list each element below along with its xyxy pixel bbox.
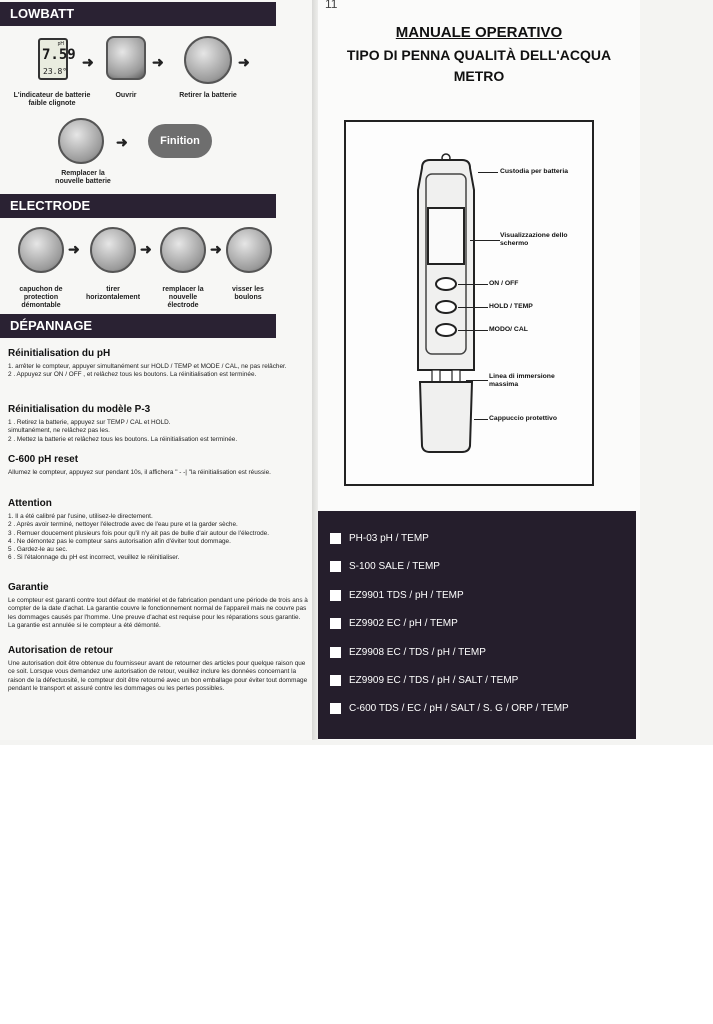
leader-line: [478, 172, 498, 173]
arrow-right-icon: ➜: [82, 54, 94, 70]
arrow-right-icon: ➜: [140, 241, 152, 257]
section-title-return: Autorisation de retour: [8, 645, 114, 656]
label-display: Visualizzazione dello schermo: [500, 232, 568, 247]
open-meter-icon: [106, 36, 146, 80]
electrode-header: ELECTRODE: [0, 194, 276, 218]
electrode-cap-icon: [18, 227, 64, 273]
checkbox-icon: [330, 561, 341, 572]
lowbatt-header: LOWBATT: [0, 2, 276, 26]
label-battery-case: Custodia per batteria: [500, 168, 568, 175]
electrode-step-screw-label: visser les boulons: [232, 286, 264, 301]
leader-line: [458, 284, 488, 285]
step-replace-label: Remplacer la nouvelle batterie: [55, 170, 111, 185]
checkbox-icon: [330, 590, 341, 601]
lcd-temperature: 23.8°: [43, 67, 68, 76]
label-mode-cal: MODO/ CAL: [489, 326, 528, 333]
screw-bolts-icon: [226, 227, 272, 273]
manual-subtitle-line2: METRO: [453, 68, 505, 84]
arrow-right-icon: ➜: [116, 134, 128, 150]
checkbox-icon: [330, 703, 341, 714]
manual-title: MANUALE OPERATIVO: [395, 24, 563, 41]
manual-subtitle-line1: TIPO DI PENNA QUALITÀ DELL'ACQUA: [346, 47, 612, 63]
pull-electrode-icon: [90, 227, 136, 273]
leader-line: [458, 330, 488, 331]
leader-line: [458, 307, 488, 308]
section-body-ph-reset: 1. arrêter le compteur, appuyer simultanément sur HOLD / TEMP et MODE / CAL, ne pas relâcher. 2 . Appuyez sur ON / OFF , et relâchez tous les boutons. La réinitialisation est terminée.: [8, 363, 287, 379]
replace-electrode-icon: [160, 227, 206, 273]
leader-line: [470, 240, 500, 241]
step-open-label: Ouvrir: [115, 92, 137, 99]
label-hold-temp: HOLD / TEMP: [489, 303, 533, 310]
section-title-warranty: Garantie: [8, 582, 49, 593]
section-title-ph-reset: Réinitialisation du pH: [8, 348, 111, 359]
finish-badge: Finition: [148, 124, 212, 158]
electrode-step-pull-label: tirer horizontalement: [85, 286, 141, 301]
electrode-step-cap-label: capuchon de protection démontable: [19, 286, 63, 309]
section-body-attention: 1. Il a été calibré par l'usine, utilisez-le directement. 2 . Après avoir terminé, nettoyer l'électrode avec de l'eau pure et la garder sèche. 3 . Remuer doucement plusieurs fois pour qu'il n'y ait pas de bulle d'air autour de l'électrode. 4 . Ne démontez pas le compteur sans autorisation afin d'éviter tout dommage. 5 . Gardez-le au sec. 6 . Si l'étalonnage du pH est incorrect, veuillez le réinitialiser.: [8, 513, 270, 562]
arrow-right-icon: ➜: [210, 241, 222, 257]
label-immersion-line: Linea di immersione massima: [489, 373, 555, 388]
new-battery-icon: [58, 118, 104, 164]
section-title-p3-reset: Réinitialisation du modèle P-3: [8, 404, 151, 415]
lcd-display-icon: [38, 38, 76, 80]
arrow-right-icon: ➜: [68, 241, 80, 257]
label-protective-cap: Cappuccio protettivo: [489, 415, 557, 422]
remove-battery-icon: [184, 36, 232, 84]
section-title-c600-reset: C-600 pH reset: [8, 454, 79, 465]
leader-line: [474, 419, 488, 420]
checkbox-icon: [330, 618, 341, 629]
checkbox-icon: [330, 647, 341, 658]
section-body-p3-reset: 1 . Retirez la batterie, appuyez sur TEMP / CAL et HOLD. simultanément, ne relâchez pas les. 2 . Mettez la batterie et relâchez tous les boutons. La réinitialisation est terminée.: [8, 419, 238, 443]
label-on-off: ON / OFF: [489, 280, 519, 287]
arrow-right-icon: ➜: [238, 54, 250, 70]
page-number: 11: [325, 0, 338, 11]
section-body-return: Une autorisation doit être obtenue du fournisseur avant de retourner des articles pour quelque raison que ce soit. Lorsque vous demandez une autorisation de retour, veuillez inclure les données concernant la raison de la défectuosité, le compteur doit être retourné avec un bon emballage pour éviter tout dommage pendant le transport et assuré contre les dommages ou les pertes possibles.: [8, 660, 308, 692]
checkbox-icon: [330, 533, 341, 544]
troubleshooting-header: DÉPANNAGE: [0, 314, 276, 338]
step-low-battery-label: L'indicateur de batterie faible clignote: [13, 92, 91, 107]
leader-line: [466, 380, 488, 381]
arrow-right-icon: ➜: [152, 54, 164, 70]
step-remove-label: Retirer la batterie: [179, 92, 237, 99]
lcd-unit: pH: [57, 41, 64, 47]
electrode-step-replace-label: remplacer la nouvelle électrode: [162, 286, 204, 309]
checkbox-icon: [330, 675, 341, 686]
section-body-warranty: Le compteur est garanti contre tout défaut de matériel et de fabrication pendant une période de trois ans à compter de la date d'achat. La garantie couvre le fonctionnement normal de l'appareil mais ne couvre pas les dommages causés par l'homme. Une preuve d'achat est requise pour les réparations sous garantie. La garantie est annulée si le compteur a été démonté.: [8, 597, 308, 629]
section-title-attention: Attention: [8, 498, 52, 509]
lcd-reading: 7.59: [42, 47, 76, 63]
section-body-c600-reset: Allumez le compteur, appuyez sur pendant 10s, il affichera " - -| "la réinitialisation est réussie.: [8, 469, 271, 476]
